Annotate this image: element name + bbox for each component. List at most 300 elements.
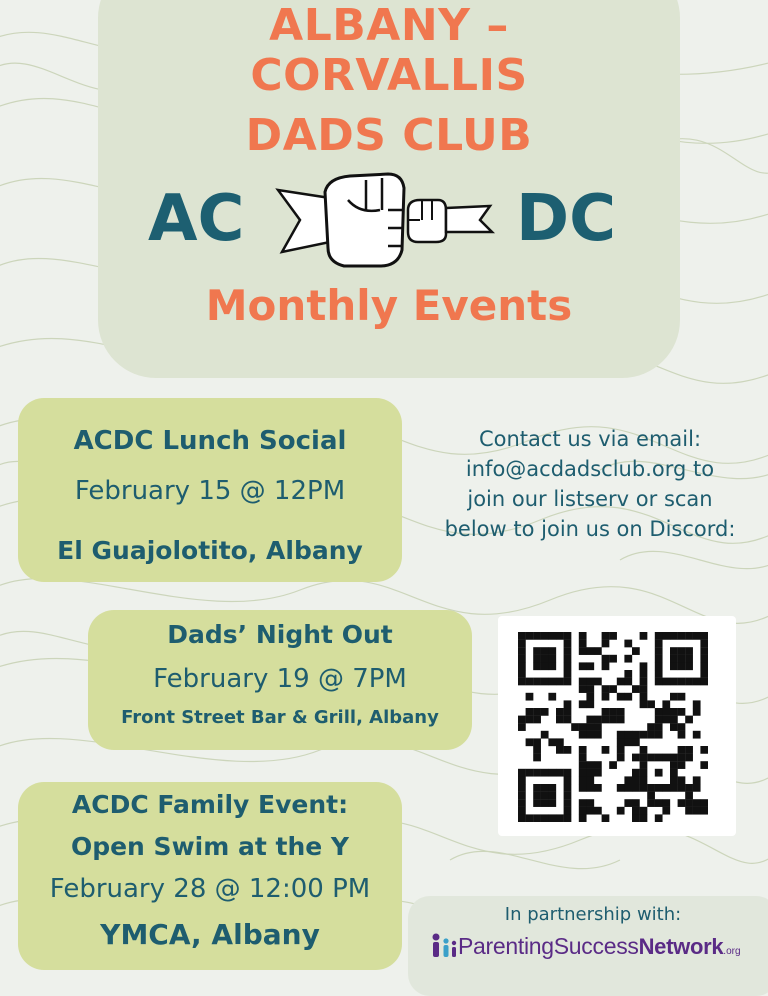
qr-module <box>640 662 648 670</box>
qr-module <box>586 647 594 655</box>
qr-module <box>617 784 625 792</box>
qr-module <box>533 769 541 777</box>
qr-module <box>670 776 678 784</box>
qr-module <box>579 723 587 731</box>
qr-module <box>548 784 556 792</box>
qr-module <box>624 784 632 792</box>
fist-bump-icon <box>270 170 500 270</box>
qr-module <box>579 647 587 655</box>
qr-module <box>670 723 678 731</box>
qr-module <box>655 731 663 739</box>
parenting-success-network-logo[interactable] <box>430 932 741 960</box>
qr-module <box>541 647 549 655</box>
qr-module <box>586 769 594 777</box>
qr-module <box>579 662 587 670</box>
qr-module <box>640 754 648 762</box>
qr-module <box>541 769 549 777</box>
qr-module <box>564 814 572 822</box>
qr-module <box>685 746 693 754</box>
qr-module <box>662 632 670 640</box>
qr-module <box>564 784 572 792</box>
qr-module <box>533 678 541 686</box>
logo-word-parenting: Parenting <box>458 933 554 959</box>
qr-module <box>533 632 541 640</box>
qr-module <box>640 678 648 686</box>
qr-module <box>678 723 686 731</box>
qr-module <box>602 655 610 663</box>
qr-module <box>541 731 549 739</box>
qr-module <box>579 807 587 815</box>
qr-module <box>518 769 526 777</box>
qr-module <box>655 708 663 716</box>
qr-module <box>579 678 587 686</box>
qr-module <box>548 738 556 746</box>
qr-module <box>640 769 648 777</box>
qr-module <box>518 655 526 663</box>
qr-module <box>609 716 617 724</box>
qr-module <box>556 746 564 754</box>
qr-module <box>624 738 632 746</box>
qr-module <box>564 746 572 754</box>
qr-module <box>693 678 701 686</box>
event-location: YMCA, Albany <box>100 918 320 951</box>
qr-module <box>624 670 632 678</box>
qr-module <box>564 807 572 815</box>
qr-module <box>670 708 678 716</box>
qr-module <box>617 678 625 686</box>
event-location: Front Street Bar & Grill, Albany <box>121 707 439 728</box>
qr-module <box>640 670 648 678</box>
qr-module <box>548 769 556 777</box>
qr-module <box>678 776 686 784</box>
qr-module <box>526 632 534 640</box>
qr-module <box>579 754 587 762</box>
qr-module <box>670 647 678 655</box>
qr-module <box>602 708 610 716</box>
qr-module <box>655 716 663 724</box>
qr-module <box>564 700 572 708</box>
qr-module <box>518 670 526 678</box>
qr-module <box>670 769 678 777</box>
qr-module <box>693 700 701 708</box>
qr-module <box>632 754 640 762</box>
qr-module <box>586 731 594 739</box>
qr-module <box>693 632 701 640</box>
qr-module <box>594 647 602 655</box>
qr-module <box>670 716 678 724</box>
qr-module <box>700 670 708 678</box>
qr-module <box>602 716 610 724</box>
event-card-family-event <box>18 782 402 970</box>
qr-module <box>548 799 556 807</box>
qr-module <box>678 761 686 769</box>
qr-module <box>640 731 648 739</box>
qr-module <box>640 700 648 708</box>
qr-module <box>685 716 693 724</box>
qr-module <box>533 647 541 655</box>
contact-line-4: below to join us on Discord: <box>444 517 736 541</box>
qr-module <box>632 647 640 655</box>
qr-module <box>700 746 708 754</box>
qr-module <box>678 731 686 739</box>
qr-module <box>632 807 640 815</box>
qr-module <box>655 640 663 648</box>
qr-module <box>662 784 670 792</box>
qr-module <box>579 632 587 640</box>
title-line-1: ALBANY – <box>269 0 509 51</box>
qr-module <box>685 799 693 807</box>
qr-module <box>602 632 610 640</box>
partner-panel <box>408 896 768 996</box>
qr-module <box>518 647 526 655</box>
qr-module <box>655 655 663 663</box>
qr-module <box>662 807 670 815</box>
qr-module <box>579 769 587 777</box>
qr-module <box>670 655 678 663</box>
qr-module <box>579 784 587 792</box>
qr-module <box>617 754 625 762</box>
event-location: El Guajolotito, Albany <box>57 536 363 565</box>
qr-module <box>541 708 549 716</box>
qr-module <box>533 716 541 724</box>
qr-module <box>518 662 526 670</box>
qr-module <box>647 723 655 731</box>
event-name: ACDC Lunch Social <box>73 426 347 456</box>
qr-module <box>548 655 556 663</box>
qr-module <box>548 814 556 822</box>
qr-module <box>579 776 587 784</box>
qr-module <box>670 761 678 769</box>
qr-module <box>564 708 572 716</box>
qr-module <box>655 670 663 678</box>
qr-module <box>617 746 625 754</box>
qr-module <box>586 662 594 670</box>
qr-module <box>678 708 686 716</box>
qr-module <box>678 647 686 655</box>
qr-module <box>564 670 572 678</box>
qr-module <box>541 792 549 800</box>
qr-module <box>693 784 701 792</box>
logo-suffix: .org <box>723 946 741 957</box>
qr-module <box>647 754 655 762</box>
qr-module <box>594 731 602 739</box>
qr-module <box>533 738 541 746</box>
qr-module <box>533 662 541 670</box>
qr-module <box>617 807 625 815</box>
family-people-icon <box>430 932 458 958</box>
qr-module <box>564 632 572 640</box>
qr-module <box>678 693 686 701</box>
qr-module <box>602 662 610 670</box>
qr-module <box>662 799 670 807</box>
qr-module <box>541 799 549 807</box>
qr-module <box>548 647 556 655</box>
qr-module <box>670 678 678 686</box>
qr-code-icon[interactable] <box>518 632 708 822</box>
qr-module <box>518 807 526 815</box>
qr-module <box>700 632 708 640</box>
qr-module <box>693 731 701 739</box>
qr-module <box>647 700 655 708</box>
qr-module <box>609 708 617 716</box>
qr-module <box>685 632 693 640</box>
qr-module <box>586 784 594 792</box>
contact-line-1: Contact us via email: <box>478 427 702 451</box>
qr-module <box>655 814 663 822</box>
event-date: February 15 @ 12PM <box>74 476 346 506</box>
qr-module <box>640 693 648 701</box>
event-date: February 19 @ 7PM <box>153 664 407 694</box>
qr-module <box>541 814 549 822</box>
qr-module <box>655 754 663 762</box>
qr-module <box>700 662 708 670</box>
qr-module <box>693 799 701 807</box>
qr-module <box>564 792 572 800</box>
qr-module <box>526 738 534 746</box>
event-name: Dads’ Night Out <box>167 620 393 649</box>
qr-module <box>556 814 564 822</box>
qr-module <box>526 814 534 822</box>
qr-module <box>602 814 610 822</box>
qr-module <box>518 784 526 792</box>
qr-module <box>541 655 549 663</box>
qr-module <box>533 655 541 663</box>
qr-module <box>586 693 594 701</box>
qr-module <box>586 776 594 784</box>
qr-module <box>564 716 572 724</box>
qr-module <box>640 784 648 792</box>
qr-module <box>647 799 655 807</box>
qr-module <box>548 662 556 670</box>
qr-module <box>685 662 693 670</box>
qr-module <box>693 708 701 716</box>
qr-module <box>662 754 670 762</box>
qr-module <box>526 769 534 777</box>
qr-module <box>647 784 655 792</box>
qr-module <box>533 814 541 822</box>
qr-module <box>632 769 640 777</box>
qr-module <box>632 784 640 792</box>
qr-module <box>594 784 602 792</box>
qr-module <box>564 662 572 670</box>
qr-module <box>579 799 587 807</box>
logo-word-network: Network <box>638 934 724 959</box>
qr-module <box>624 799 632 807</box>
qr-module <box>640 685 648 693</box>
qr-module <box>700 655 708 663</box>
qr-module <box>518 632 526 640</box>
qr-module <box>624 655 632 663</box>
qr-module <box>541 678 549 686</box>
logo-ac: AC <box>148 182 245 256</box>
qr-module <box>548 678 556 686</box>
qr-module <box>526 678 534 686</box>
qr-module <box>594 761 602 769</box>
qr-module <box>594 769 602 777</box>
qr-module <box>655 632 663 640</box>
title-line-3: DADS CLUB <box>245 110 533 161</box>
qr-module <box>693 807 701 815</box>
qr-module <box>579 685 587 693</box>
qr-module <box>678 799 686 807</box>
qr-module <box>678 662 686 670</box>
qr-module <box>670 632 678 640</box>
qr-module <box>617 731 625 739</box>
qr-module <box>662 716 670 724</box>
qr-module <box>640 814 648 822</box>
qr-module <box>518 723 526 731</box>
qr-module <box>518 792 526 800</box>
event-card-dads-night-out <box>88 610 472 750</box>
qr-module <box>586 678 594 686</box>
qr-module <box>632 731 640 739</box>
qr-module <box>617 708 625 716</box>
qr-module <box>586 700 594 708</box>
qr-module <box>662 708 670 716</box>
qr-module <box>518 814 526 822</box>
qr-module <box>602 640 610 648</box>
qr-module <box>678 746 686 754</box>
qr-module <box>564 647 572 655</box>
qr-module <box>647 731 655 739</box>
qr-module <box>670 662 678 670</box>
qr-module <box>632 738 640 746</box>
qr-module <box>700 640 708 648</box>
qr-module <box>564 799 572 807</box>
contact-line-3: join our listserv or scan <box>467 487 713 511</box>
qr-module <box>700 647 708 655</box>
qr-module <box>624 731 632 739</box>
qr-module <box>564 655 572 663</box>
qr-module <box>571 723 579 731</box>
qr-module <box>556 632 564 640</box>
qr-module <box>685 655 693 663</box>
qr-module <box>647 792 655 800</box>
qr-module <box>685 807 693 815</box>
qr-module <box>685 647 693 655</box>
qr-module <box>556 769 564 777</box>
qr-module <box>632 799 640 807</box>
qr-module <box>602 746 610 754</box>
qr-module <box>670 754 678 762</box>
qr-module <box>526 708 534 716</box>
event-name-line-1: ACDC Family Event: <box>71 790 349 819</box>
qr-module <box>609 761 617 769</box>
qr-module <box>662 700 670 708</box>
qr-module <box>609 655 617 663</box>
qr-module <box>670 693 678 701</box>
qr-module <box>640 746 648 754</box>
header-panel <box>98 0 680 378</box>
qr-module <box>640 632 648 640</box>
qr-module <box>594 678 602 686</box>
logo-word-success: Success <box>553 933 639 959</box>
qr-module <box>564 769 572 777</box>
qr-module <box>579 700 587 708</box>
qr-module <box>655 662 663 670</box>
qr-module <box>564 776 572 784</box>
qr-module <box>617 738 625 746</box>
qr-module <box>632 814 640 822</box>
qr-module <box>579 731 587 739</box>
qr-module <box>586 723 594 731</box>
qr-module <box>526 693 534 701</box>
qr-module <box>594 716 602 724</box>
qr-module <box>685 792 693 800</box>
qr-module <box>655 723 663 731</box>
qr-module <box>548 632 556 640</box>
qr-module <box>548 693 556 701</box>
qr-module <box>655 784 663 792</box>
title-line-2: CORVALLIS <box>250 50 528 101</box>
event-name-line-2: Open Swim at the Y <box>70 832 350 861</box>
qr-module <box>594 723 602 731</box>
qr-module <box>533 708 541 716</box>
qr-module <box>579 746 587 754</box>
qr-module <box>586 685 594 693</box>
qr-module <box>586 761 594 769</box>
qr-module <box>640 776 648 784</box>
event-date: February 28 @ 12:00 PM <box>49 874 371 904</box>
qr-module <box>526 716 534 724</box>
qr-module <box>518 799 526 807</box>
qr-module <box>556 678 564 686</box>
qr-module <box>655 799 663 807</box>
qr-module <box>670 784 678 792</box>
qr-module <box>541 662 549 670</box>
qr-module <box>609 632 617 640</box>
qr-module <box>617 716 625 724</box>
qr-module <box>700 678 708 686</box>
qr-module <box>632 776 640 784</box>
qr-module <box>602 693 610 701</box>
qr-module <box>518 716 526 724</box>
contact-line-2[interactable]: info@acdadsclub.org to <box>465 457 715 481</box>
qr-module <box>533 746 541 754</box>
qr-module <box>564 678 572 686</box>
qr-module <box>662 678 670 686</box>
qr-module <box>693 776 701 784</box>
qr-module <box>624 678 632 686</box>
event-card-lunch-social <box>18 398 402 582</box>
qr-module <box>678 784 686 792</box>
qr-module <box>579 761 587 769</box>
qr-module <box>617 693 625 701</box>
qr-module <box>533 799 541 807</box>
qr-module <box>586 799 594 807</box>
qr-module <box>624 776 632 784</box>
qr-module <box>700 761 708 769</box>
contact-info <box>420 424 760 544</box>
qr-module <box>655 678 663 686</box>
qr-module <box>541 784 549 792</box>
qr-module <box>640 761 648 769</box>
qr-code-card[interactable] <box>498 616 736 836</box>
logo-dc: DC <box>516 182 617 256</box>
qr-module <box>518 678 526 686</box>
qr-module <box>579 814 587 822</box>
qr-module <box>640 807 648 815</box>
qr-module <box>624 640 632 648</box>
qr-module <box>700 799 708 807</box>
qr-module <box>678 754 686 762</box>
qr-module <box>700 807 708 815</box>
qr-module <box>541 632 549 640</box>
qr-module <box>678 632 686 640</box>
qr-module <box>518 776 526 784</box>
qr-module <box>602 685 610 693</box>
qr-module <box>655 647 663 655</box>
